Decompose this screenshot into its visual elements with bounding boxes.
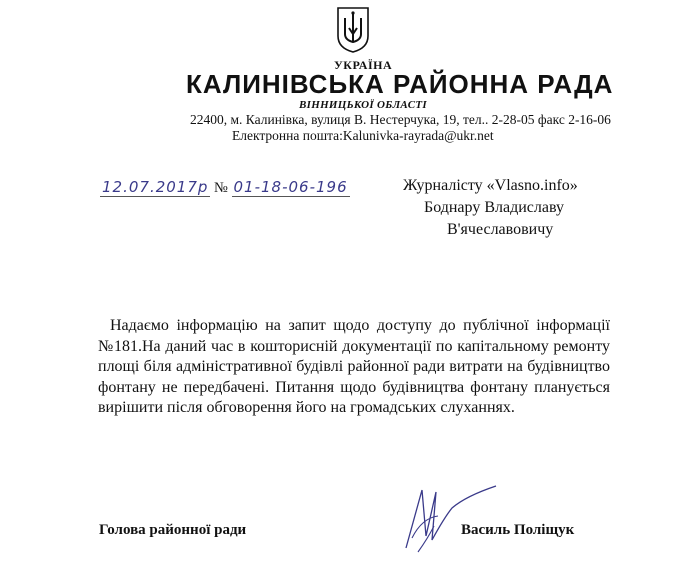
council-name: КАЛИНІВСЬКА РАЙОННА РАДА xyxy=(186,69,614,99)
recipient-line-3: В'ячеславовичу xyxy=(447,221,554,238)
handwritten-signature xyxy=(392,478,502,558)
recipient-line-1: Журналісту «Vlasno.info» xyxy=(403,177,578,194)
signatory-title: Голова районної ради xyxy=(99,522,247,538)
registration-number-label: № xyxy=(214,180,228,196)
country-name: УКРАЇНА xyxy=(334,58,393,72)
signatory-name: Василь Поліщук xyxy=(461,522,575,538)
council-address: 22400, м. Калинівка, вулиця В. Нестерчука, 19, тел.. 2-28-05 факс 2-16-06 xyxy=(190,112,611,127)
registration-number: 01-18-06-196 xyxy=(233,178,348,196)
recipient-line-2: Боднару Владиславу xyxy=(424,199,564,216)
registration-line xyxy=(100,178,350,197)
registration-date: 12.07.2017р xyxy=(102,178,209,196)
oblast-name: ВІННИЦЬКОЇ ОБЛАСТІ xyxy=(299,99,428,111)
letter-body xyxy=(98,316,610,419)
council-email: Електронна пошта:Kalunivka-rayrada@ukr.net xyxy=(232,128,494,143)
body-paragraph: Надаємо інформацію на запит щодо доступу до публічної інформації №181.На даний час в кошторисній документації по капітальному ремонту площі біля адміністративної будівлі районної ради витрати на будівництво фонтану не передбачені. Питання щодо будівництва фонтану планується вирішити після обговорення його на громадських слуханнях. xyxy=(98,317,610,416)
trident-emblem-icon xyxy=(336,6,370,54)
